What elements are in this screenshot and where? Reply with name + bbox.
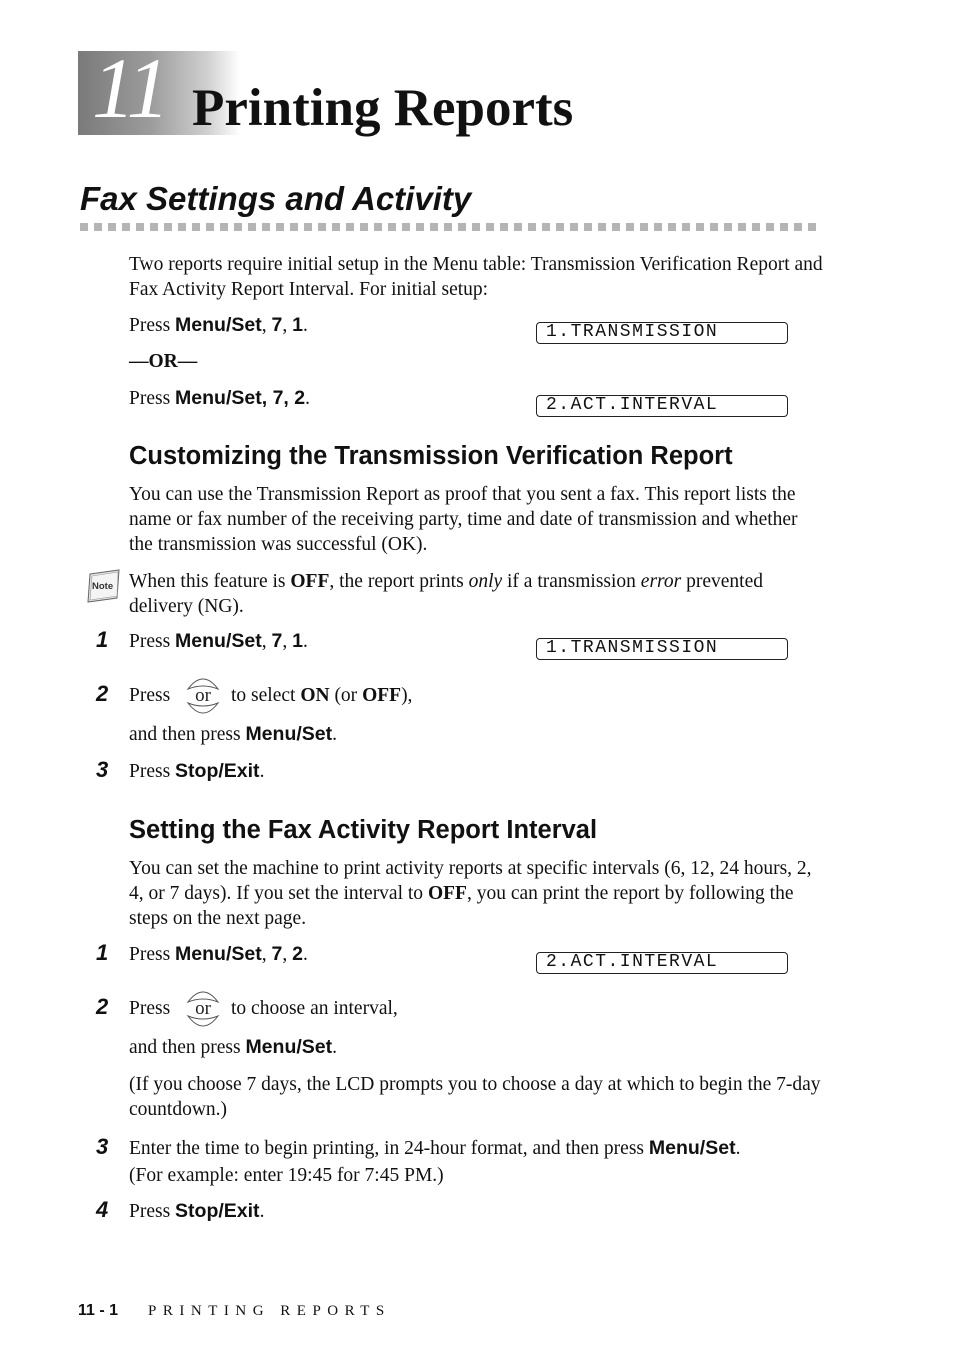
step-number: 3 xyxy=(96,1134,109,1159)
transmission-step-2-press: Press xyxy=(129,685,171,706)
interval-step-3-example: (For example: enter 19:45 for 7:45 PM.) xyxy=(129,1165,444,1186)
interval-step-2-text: to choose an interval, xyxy=(231,998,398,1019)
svg-text:Note: Note xyxy=(92,581,114,592)
heading-transmission-report: Customizing the Transmission Verification Report xyxy=(129,442,733,470)
interval-step-2-then: and then press Menu/Set. xyxy=(129,1036,337,1058)
note-icon xyxy=(84,566,124,606)
up-down-arrow-keys-icon xyxy=(186,985,220,1033)
interval-body: You can set the machine to print activity reports at specific intervals (6, 12, 24 hours, 2, 4, or 7 days). If you set the interval to OFF, you can print the report by following the steps on the next page. xyxy=(129,858,812,929)
setup-line-1: Press Menu/Set, 7, 1. xyxy=(129,314,308,336)
step-number: 3 xyxy=(96,757,109,782)
chapter-title: Printing Reports xyxy=(192,79,574,137)
setup-line-2: Press Menu/Set, 7, 2. xyxy=(129,387,310,409)
chapter-number: 11 xyxy=(92,40,168,136)
heading-activity-interval: Setting the Fax Activity Report Interval xyxy=(129,816,598,844)
transmission-step-2-text: to select ON (or OFF), xyxy=(231,685,413,706)
lcd-display-act-interval: 2.ACT.INTERVAL xyxy=(536,395,788,417)
up-down-arrow-keys-icon xyxy=(186,672,220,720)
section-divider xyxy=(80,223,822,231)
transmission-step-1: Press Menu/Set, 7, 1. xyxy=(129,630,308,652)
step-number: 2 xyxy=(96,681,109,706)
transmission-step-3: Press Stop/Exit. xyxy=(129,760,265,782)
step-number: 1 xyxy=(96,627,109,652)
page-number: 11 - 1 xyxy=(78,1302,119,1319)
lcd-display-transmission: 1.TRANSMISSION xyxy=(536,322,788,344)
interval-step-3: Enter the time to begin printing, in 24-hour format, and then press Menu/Set. xyxy=(129,1137,741,1159)
svg-text:or: or xyxy=(195,685,211,706)
transmission-step-2-then: and then press Menu/Set. xyxy=(129,723,337,745)
page-footer xyxy=(78,1300,391,1322)
running-footer-title: PRINTING REPORTS xyxy=(148,1303,391,1319)
transmission-body: You can use the Transmission Report as proof that you sent a fax. This report lists the name or fax number of the receiving party, time and date of transmission and whether the transmission was successful (OK). xyxy=(129,484,798,555)
or-separator: —OR— xyxy=(129,351,198,372)
intro-paragraph: Two reports require initial setup in the Menu table: Transmission Verification Report and Fax Activity Report Interval. For initial setup: xyxy=(129,254,823,300)
interval-step-2-press: Press xyxy=(129,998,171,1019)
step-number: 1 xyxy=(96,940,109,965)
step-number: 4 xyxy=(96,1197,109,1222)
section-title: Fax Settings and Activity xyxy=(80,180,472,217)
interval-step-2-note: (If you choose 7 days, the LCD prompts you to choose a day at which to begin the 7-day countdown.) xyxy=(129,1074,821,1120)
lcd-display-transmission: 1.TRANSMISSION xyxy=(536,638,788,660)
svg-text:or: or xyxy=(195,998,211,1019)
step-number: 2 xyxy=(96,994,109,1019)
lcd-display-act-interval: 2.ACT.INTERVAL xyxy=(536,952,788,974)
interval-step-1: Press Menu/Set, 7, 2. xyxy=(129,943,308,965)
note-text: When this feature is OFF, the report prints only if a transmission error prevented delivery (NG). xyxy=(129,571,764,617)
interval-step-4: Press Stop/Exit. xyxy=(129,1200,265,1222)
